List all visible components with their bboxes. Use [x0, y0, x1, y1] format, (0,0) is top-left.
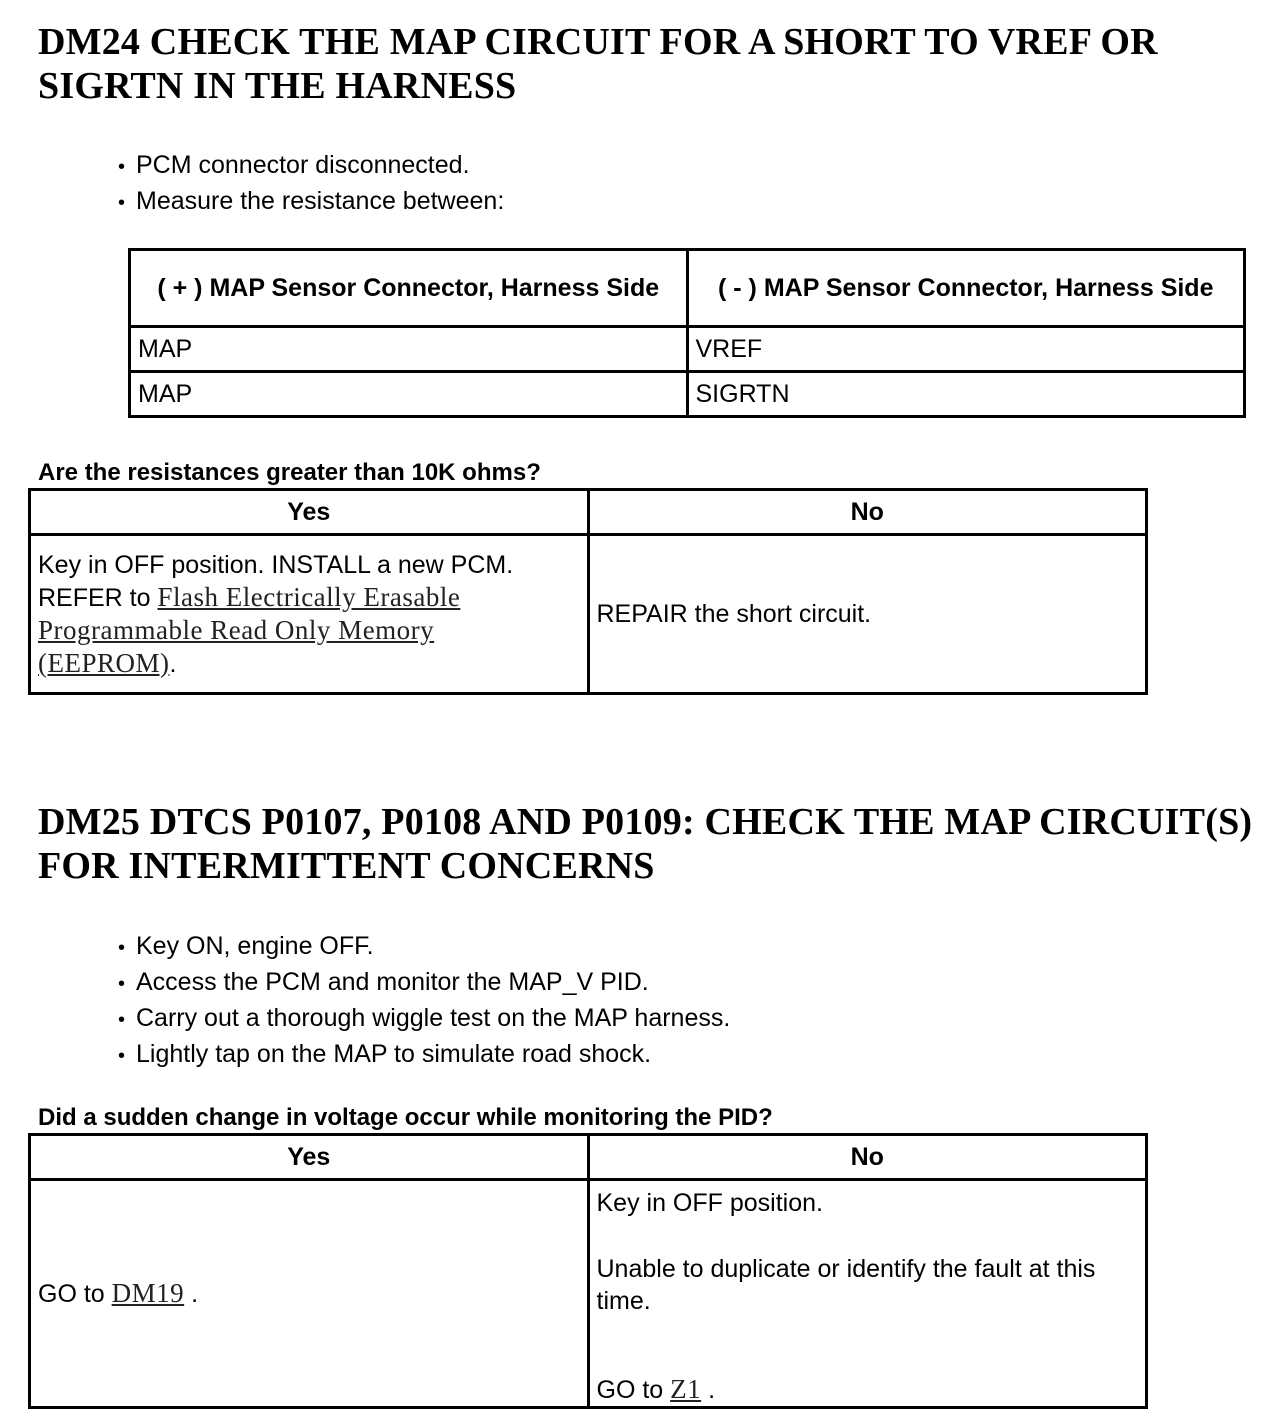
- no-go-end: .: [701, 1376, 716, 1404]
- table-cell: SIGRTN: [687, 372, 1245, 417]
- table-header-row: [30, 1135, 1147, 1180]
- dm24-bullet: • Measure the resistance between:: [118, 184, 504, 220]
- yes-header: Yes: [30, 490, 589, 535]
- dm19-link[interactable]: DM19: [111, 1278, 185, 1308]
- negative-connector-header: ( - ) MAP Sensor Connector, Harness Side: [687, 250, 1245, 327]
- yes-header: Yes: [30, 1135, 589, 1180]
- yes-action-end: .: [184, 1280, 199, 1308]
- table-cell: MAP: [130, 372, 688, 417]
- dm24-question: Are the resistances greater than 10K ohms?: [38, 459, 541, 486]
- yes-action-end: .: [169, 649, 177, 678]
- dm24-instructions: [118, 148, 504, 220]
- resistance-measurement-table: [128, 248, 1246, 418]
- dm25-bullet: • Key ON, engine OFF.: [118, 929, 730, 965]
- no-action-cell: [588, 535, 1147, 694]
- dm25-result-table: [28, 1133, 1148, 1409]
- z1-link[interactable]: Z1: [670, 1374, 702, 1404]
- no-action-text: REPAIR the short circuit.: [596, 600, 872, 628]
- table-row: [130, 327, 1245, 372]
- no-go-text: GO to: [596, 1376, 671, 1404]
- dm25-title: DM25 DTCS P0107, P0108 AND P0109: CHECK THE MAP CIRCUIT(S) FOR INTERMITTENT CONCERNS: [38, 801, 1253, 887]
- positive-connector-header: ( + ) MAP Sensor Connector, Harness Side: [130, 250, 688, 327]
- table-header-row: [130, 250, 1245, 327]
- dm25-bullet: • Lightly tap on the MAP to simulate road shock.: [118, 1037, 730, 1073]
- spacer: [597, 1317, 1139, 1373]
- dm25-question: Did a sudden change in voltage occur while monitoring the PID?: [38, 1104, 773, 1131]
- table-cell: MAP: [130, 327, 688, 372]
- dm25-instructions: [118, 929, 730, 1073]
- dm25-bullet: • Access the PCM and monitor the MAP_V PID.: [118, 965, 730, 1001]
- dm24-bullet: • PCM connector disconnected.: [118, 148, 504, 184]
- table-header-row: [30, 490, 1147, 535]
- table-row: [30, 535, 1147, 694]
- no-header: No: [588, 1135, 1147, 1180]
- no-action-cell: [588, 1180, 1147, 1408]
- dm25-bullet: • Carry out a thorough wiggle test on the MAP harness.: [118, 1001, 730, 1037]
- yes-action-cell: [30, 1180, 589, 1408]
- spacer: [597, 1219, 1139, 1253]
- table-cell: VREF: [687, 327, 1245, 372]
- no-action-line-2: Unable to duplicate or identify the fault at this time.: [596, 1255, 1096, 1315]
- table-row: [30, 1180, 1147, 1408]
- no-header: No: [588, 490, 1147, 535]
- dm24-result-table: [28, 488, 1148, 695]
- eeprom-procedure-link[interactable]: Flash Electrically Erasable Programmable Read Only Memory (EEPROM): [38, 581, 461, 678]
- yes-action-text: Key in OFF position. INSTALL a new PCM. REFER to: [38, 550, 514, 612]
- yes-action-cell: [30, 535, 589, 694]
- table-row: [130, 372, 1245, 417]
- dm24-title: DM24 CHECK THE MAP CIRCUIT FOR A SHORT TO VREF OR SIGRTN IN THE HARNESS: [38, 21, 1158, 107]
- no-action-line-1: Key in OFF position.: [596, 1189, 823, 1217]
- yes-action-text: GO to: [38, 1280, 112, 1308]
